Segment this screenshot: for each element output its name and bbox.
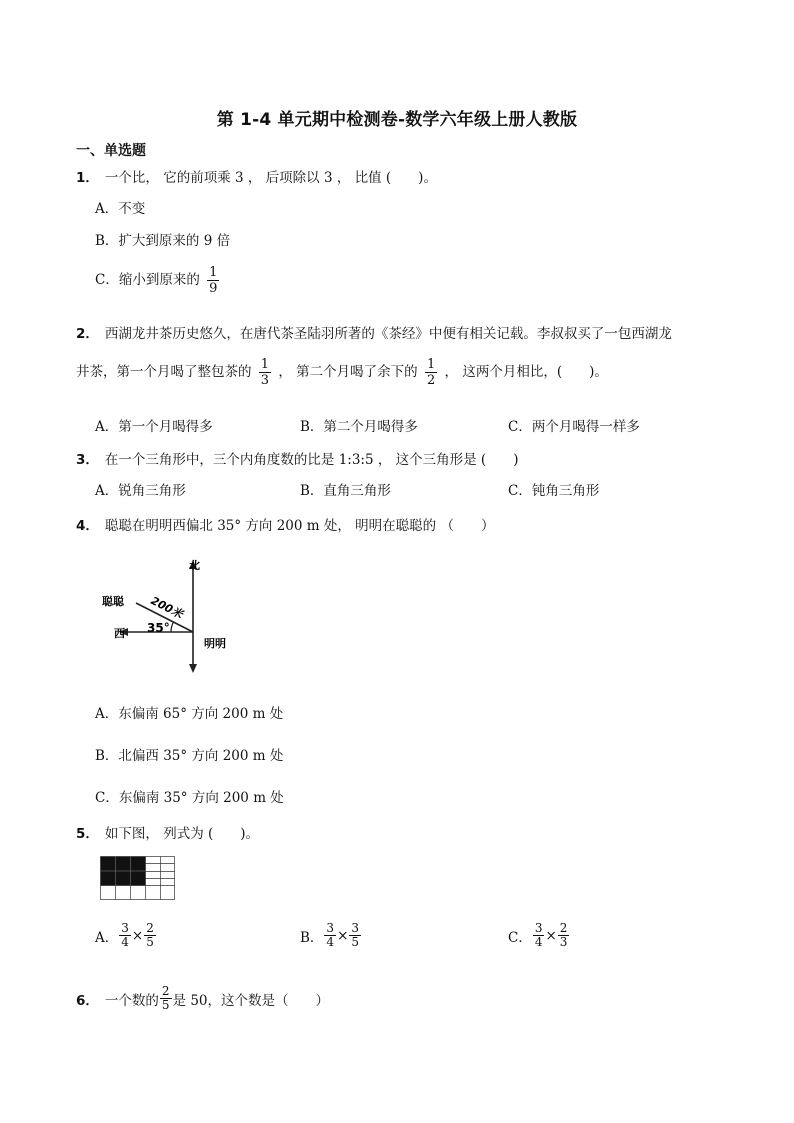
north-label: 北 (189, 559, 200, 572)
grid-figure (100, 856, 176, 901)
fraction: $\frac{1}{2}$ (426, 357, 436, 388)
question-text: 如下图， 列式为 ( )。 (104, 826, 260, 842)
times-sign: × (337, 927, 349, 944)
south-arrowhead (189, 664, 197, 673)
q1-option-b[interactable]: B．扩大到原来的 9 倍 (95, 233, 231, 249)
q3-option-c[interactable]: C．钝角三角形 (508, 483, 600, 499)
q4-option-a[interactable]: A．东偏南 65° 方向 200 m 处 (95, 706, 284, 722)
question-text-line1: 西湖龙井茶历史悠久，在唐代茶圣陆羽所著的《茶经》中便有相关记载。李叔叔买了一包西湖龙 (104, 326, 672, 342)
distance-label: 200米 (148, 594, 185, 622)
fraction: $\frac{3}{5}$ (351, 921, 360, 949)
question-text: ， 这两个月相比，( )。 (444, 364, 608, 380)
question-text: 一个数的 (104, 992, 159, 1009)
question-text: 是 50，这个数是（ ） (172, 992, 330, 1009)
times-sign: × (545, 927, 557, 944)
fraction: $\frac{1}{9}$ (209, 265, 218, 296)
fraction: $\frac{1}{3}$ (260, 357, 270, 388)
q2-option-c[interactable]: C．两个月喝得一样多 (508, 419, 640, 435)
section-heading: 一、单选题 (76, 143, 146, 159)
option-label: C． (508, 929, 532, 946)
q1-option-a[interactable]: A．不变 (95, 201, 146, 217)
question-text: 聪聪在明明西偏北 35° 方向 200 m 处， 明明在聪聪的 （ ） (104, 518, 495, 534)
option-label: B． (300, 929, 324, 946)
direction-diagram (100, 555, 250, 680)
question-number: 1． (76, 170, 99, 186)
page-title: 第 1-4 单元期中检测卷-数学六年级上册人教版 (216, 110, 578, 130)
question-text: 井茶，第一个月喝了整包茶的 (76, 364, 252, 380)
question-number: 2． (76, 326, 99, 342)
question-2 (76, 322, 672, 342)
q1-option-c[interactable] (95, 265, 222, 296)
fraction: $\frac{2}{5}$ (161, 984, 170, 1012)
fraction: $\frac{3}{4}$ (121, 921, 129, 949)
q4-option-c[interactable]: C．东偏南 35° 方向 200 m 处 (95, 790, 284, 806)
q2-option-b[interactable]: B．第二个月喝得多 (300, 419, 418, 435)
q4-option-b[interactable]: B．北偏西 35° 方向 200 m 处 (95, 748, 284, 764)
question-2-line2 (76, 357, 608, 388)
q3-option-a[interactable]: A．锐角三角形 (95, 483, 186, 499)
question-number: 5． (76, 826, 99, 842)
fraction: $\frac{3}{4}$ (326, 921, 335, 949)
question-text: ， 第二个月喝了余下的 (278, 364, 418, 380)
option-label: A． (95, 929, 119, 946)
question-4 (76, 514, 494, 534)
question-number: 4． (76, 518, 99, 534)
fraction: $\frac{3}{4}$ (534, 921, 543, 949)
q2-option-a[interactable]: A．第一个月喝得多 (95, 419, 213, 435)
q5-option-a[interactable] (95, 922, 157, 949)
q5-option-b[interactable] (300, 922, 362, 949)
angle-arc (171, 622, 173, 632)
question-6 (76, 985, 329, 1012)
mingming-label: 明明 (204, 637, 226, 650)
question-text: 一个比， 它的前项乘 3 ， 后项除以 3 ， 比值 ( )。 (104, 170, 437, 186)
question-5 (76, 822, 259, 842)
question-number: 6． (76, 992, 99, 1009)
question-number: 3． (76, 452, 99, 468)
q3-option-b[interactable]: B．直角三角形 (300, 483, 391, 499)
question-1 (76, 166, 437, 186)
q5-option-c[interactable] (508, 922, 570, 949)
question-3 (76, 448, 518, 468)
question-text: 在一个三角形中，三个内角度数的比是 1:3:5 ， 这个三角形是 ( ) (104, 452, 519, 468)
fraction: $\frac{2}{3}$ (559, 921, 568, 949)
times-sign: × (131, 927, 144, 944)
congcong-label: 聪聪 (102, 595, 124, 608)
option-text: C．缩小到原来的 (95, 272, 200, 288)
west-label: 西 (114, 627, 125, 640)
fraction: $\frac{2}{5}$ (146, 921, 154, 949)
angle-label: 35° (147, 621, 170, 635)
